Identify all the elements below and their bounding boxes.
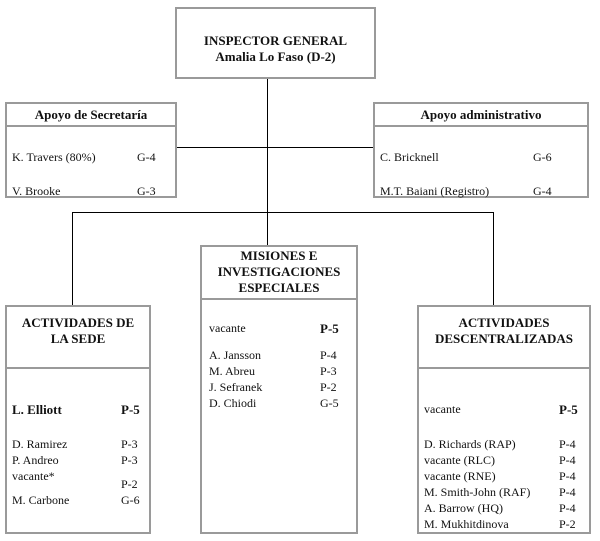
- sede-title: LA SEDE: [50, 331, 106, 346]
- person-name: L. Elliott: [12, 402, 62, 417]
- secretaria-title: Apoyo de Secretaría: [7, 104, 175, 127]
- person-grade: P-4: [559, 501, 576, 515]
- person-name: vacante*: [12, 469, 55, 483]
- descentralizadas-box: [417, 305, 591, 534]
- misiones-title: MISIONES E: [240, 248, 318, 263]
- inspector-general-box: [175, 7, 376, 79]
- connector: [493, 212, 494, 305]
- person-name: J. Sefranek: [209, 380, 263, 394]
- secretaria-box: [5, 102, 177, 198]
- connector: [72, 212, 73, 305]
- person-grade: G-4: [137, 150, 156, 164]
- person-grade: P-5: [121, 402, 140, 417]
- person-name: vacante: [424, 402, 461, 416]
- person-name: C. Bricknell: [380, 150, 439, 164]
- misiones-box: [200, 245, 358, 534]
- person-name: vacante: [209, 321, 246, 335]
- person-grade: P-2: [121, 477, 138, 491]
- person-grade: P-4: [559, 469, 576, 483]
- sede-title: ACTIVIDADES DE: [21, 315, 135, 330]
- person-name: M. Carbone: [12, 493, 70, 507]
- person-name: A. Jansson: [209, 348, 262, 362]
- person-name: D. Chiodi: [209, 396, 257, 410]
- person-grade: P-5: [559, 402, 578, 417]
- person-name: A. Barrow (HQ): [424, 501, 503, 515]
- person-name: V. Brooke: [12, 184, 61, 198]
- person-grade: G-5: [320, 396, 339, 410]
- person-grade: G-6: [121, 493, 140, 507]
- person-grade: P-4: [559, 453, 576, 467]
- person-name: vacante (RLC): [424, 453, 495, 467]
- person-grade: P-4: [320, 348, 337, 362]
- person-grade: P-5: [320, 321, 339, 336]
- person-grade: P-3: [121, 453, 138, 467]
- desc-title: ACTIVIDADES: [458, 315, 550, 330]
- person-grade: G-4: [533, 184, 552, 198]
- misiones-title: INVESTIGACIONES: [217, 264, 341, 279]
- connector: [176, 147, 373, 148]
- sede-box: [5, 305, 151, 534]
- person-grade: P-2: [559, 517, 576, 531]
- person-name: D. Ramirez: [12, 437, 68, 451]
- person-grade: P-4: [559, 485, 576, 499]
- admin-title: Apoyo administrativo: [375, 104, 587, 127]
- person-grade: P-3: [121, 437, 138, 451]
- person-grade: P-2: [320, 380, 337, 394]
- person-name: P. Andreo: [12, 453, 59, 467]
- person-grade: P-4: [559, 437, 576, 451]
- connector: [267, 212, 268, 245]
- person-grade: G-3: [137, 184, 156, 198]
- person-name: M. Smith-John (RAF): [424, 485, 531, 499]
- person-name: M. Abreu: [209, 364, 255, 378]
- desc-title: DESCENTRALIZADAS: [435, 331, 573, 346]
- person-name: M. Mukhitdinova: [424, 517, 509, 531]
- connector: [72, 212, 494, 213]
- head-name: Amalia Lo Faso (D-2): [215, 49, 336, 64]
- person-name: vacante (RNE): [424, 469, 496, 483]
- person-name: D. Richards (RAP): [424, 437, 516, 451]
- person-grade: P-3: [320, 364, 337, 378]
- connector: [267, 78, 268, 213]
- misiones-title: ESPECIALES: [238, 280, 320, 295]
- head-title: INSPECTOR GENERAL: [203, 33, 348, 48]
- person-name: K. Travers (80%): [12, 150, 96, 164]
- admin-box: [373, 102, 589, 198]
- person-grade: G-6: [533, 150, 552, 164]
- person-name: M.T. Baiani (Registro): [380, 184, 490, 198]
